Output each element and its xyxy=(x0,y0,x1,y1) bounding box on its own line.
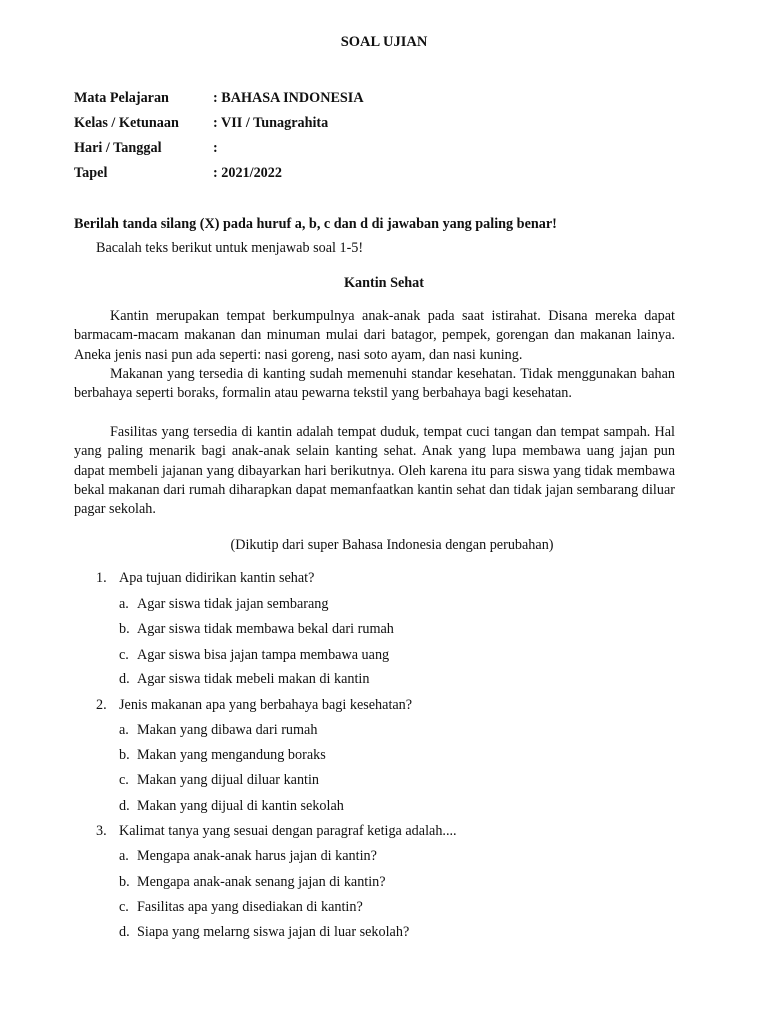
option-letter: a. xyxy=(119,596,129,612)
reading-paragraph: Fasilitas yang tersedia di kantin adalah tempat duduk, tempat cuci tangan dan tempat sampah. Hal yang paling menarik bagi anak-anak selain kanting sehat. Anak yang lupa membawa uang jajan pun dapat membeli jajanan yang dibayarkan hari berikutnya. Oleh karena itu para siswa yang tidak membawa bekal makanan dari rumah diharapkan dapat memanfaatkan kantin sehat dan tidak jajan sembarang diluar pagar sekolah. xyxy=(74,424,675,518)
option-1c[interactable] xyxy=(119,647,389,664)
option-text: Agar siswa tidak mebeli makan di kantin xyxy=(137,671,370,687)
question-text: Apa tujuan didirikan kantin sehat? xyxy=(119,570,315,586)
page-title: SOAL UJIAN xyxy=(340,34,428,50)
meta-value: : 2021/2022 xyxy=(213,165,282,181)
option-text: Agar siswa tidak jajan sembarang xyxy=(137,596,329,612)
option-text: Makan yang mengandung boraks xyxy=(137,747,326,763)
option-letter: b. xyxy=(119,747,130,763)
meta-value: : VII / Tunagrahita xyxy=(213,115,329,131)
question-text: Jenis makanan apa yang berbahaya bagi kesehatan? xyxy=(119,697,413,713)
meta-value: : BAHASA INDONESIA xyxy=(213,90,364,106)
option-3d[interactable] xyxy=(119,924,409,941)
option-3b[interactable] xyxy=(119,874,386,891)
option-text: Mengapa anak-anak senang jajan di kantin? xyxy=(137,874,386,890)
question-1 xyxy=(96,570,314,587)
option-2d[interactable] xyxy=(119,798,344,815)
meta-label: Kelas / Ketunaan xyxy=(74,115,179,131)
option-text: Agar siswa bisa jajan tampa membawa uang xyxy=(137,647,390,663)
option-letter: a. xyxy=(119,722,129,738)
question-number: 3. xyxy=(96,823,107,839)
meta-label: Tapel xyxy=(74,165,108,181)
source-citation: (Dikutip dari super Bahasa Indonesia dengan perubahan) xyxy=(230,537,554,553)
option-letter: d. xyxy=(119,671,130,687)
reading-instruction: Bacalah teks berikut untuk menjawab soal 1-5! xyxy=(96,240,364,256)
meta-label: Hari / Tanggal xyxy=(74,140,162,156)
option-letter: a. xyxy=(119,848,129,864)
reading-paragraph: Kantin merupakan tempat berkumpulnya anak-anak pada saat istirahat. Disana mereka dapat barmacam-macam makanan dan minuman mulai dari batagor, pempek, gorengan dan makanan lainya. Aneka jenis nasi pun ada seperti: nasi goreng, nasi soto ayam, dan nasi kuning. xyxy=(74,308,675,363)
option-letter: b. xyxy=(119,621,130,637)
question-3 xyxy=(96,823,457,840)
instruction: Berilah tanda silang (X) pada huruf a, b, c dan d di jawaban yang paling benar! xyxy=(74,216,557,232)
option-text: Agar siswa tidak membawa bekal dari rumah xyxy=(137,621,394,637)
option-3a[interactable] xyxy=(119,848,377,865)
question-number: 2. xyxy=(96,697,107,713)
option-letter: c. xyxy=(119,647,129,663)
meta-label: Mata Pelajaran xyxy=(74,90,169,106)
option-2c[interactable] xyxy=(119,772,319,789)
option-2a[interactable] xyxy=(119,722,317,739)
option-1a[interactable] xyxy=(119,596,328,613)
question-text: Kalimat tanya yang sesuai dengan paragraf ketiga adalah.... xyxy=(119,823,457,839)
option-3c[interactable] xyxy=(119,899,363,916)
option-text: Siapa yang melarng siswa jajan di luar sekolah? xyxy=(137,924,410,940)
option-letter: c. xyxy=(119,899,129,915)
option-letter: d. xyxy=(119,798,130,814)
option-text: Mengapa anak-anak harus jajan di kantin? xyxy=(137,848,377,864)
option-text: Makan yang dijual diluar kantin xyxy=(137,772,320,788)
reading-paragraph: Makanan yang tersedia di kanting sudah memenuhi standar kesehatan. Tidak menggunakan bahan berbahaya seperti boraks, formalin atau pewarna tekstil yang berbahaya bagi kesehatan. xyxy=(74,366,675,402)
meta-value: : xyxy=(213,140,218,156)
option-2b[interactable] xyxy=(119,747,326,764)
reading-title: Kantin Sehat xyxy=(343,275,425,291)
option-letter: c. xyxy=(119,772,129,788)
option-letter: d. xyxy=(119,924,130,940)
option-letter: b. xyxy=(119,874,130,890)
option-1d[interactable] xyxy=(119,671,369,688)
option-1b[interactable] xyxy=(119,621,394,638)
option-text: Makan yang dibawa dari rumah xyxy=(137,722,318,738)
question-2 xyxy=(96,697,412,714)
question-number: 1. xyxy=(96,570,107,586)
option-text: Makan yang dijual di kantin sekolah xyxy=(137,798,344,814)
option-text: Fasilitas apa yang disediakan di kantin? xyxy=(137,899,363,915)
